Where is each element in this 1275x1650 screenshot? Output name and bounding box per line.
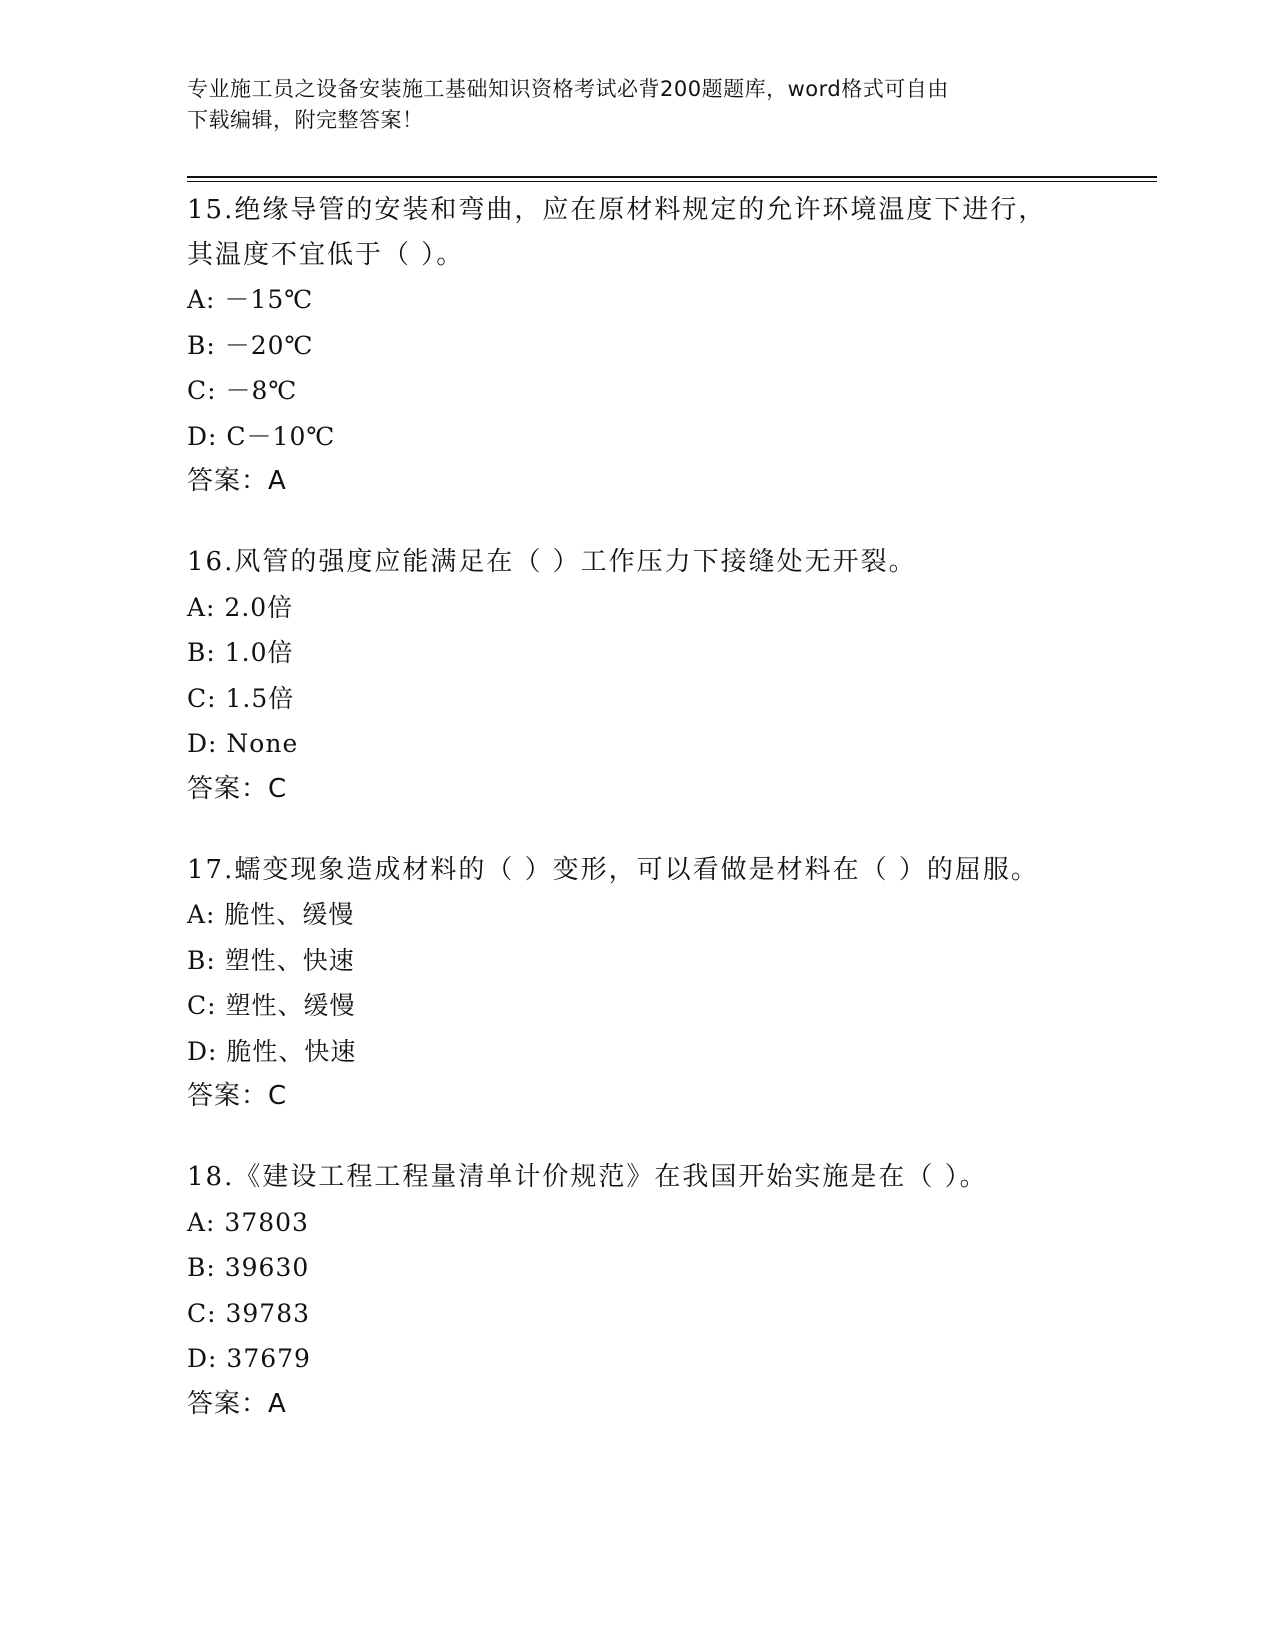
header-divider-thick xyxy=(187,176,1157,178)
option-b: B: 塑性、快速 xyxy=(187,945,355,975)
question-18 xyxy=(187,1155,1147,1426)
question-stem xyxy=(187,1155,1147,1200)
answer: 答案：C xyxy=(187,773,288,804)
question-17 xyxy=(187,848,1147,1119)
question-stem-line: 18.《建设工程工程量清单计价规范》在我国开始实施是在（ ）。 xyxy=(187,1162,988,1192)
option-a: A: 37803 xyxy=(187,1207,309,1237)
option-b: B: －20℃ xyxy=(187,330,314,360)
option-c: C: 39783 xyxy=(187,1298,311,1328)
option-c: C: 塑性、缓慢 xyxy=(187,991,356,1020)
answer: 答案：A xyxy=(187,466,287,496)
header-divider-thin xyxy=(187,181,1157,182)
answer: 答案：C xyxy=(187,1081,288,1111)
option-b: B: 39630 xyxy=(187,1253,310,1282)
question-stem xyxy=(187,188,1147,277)
question-stem-line: 其温度不宜低于（ ）。 xyxy=(187,239,465,270)
option-a: A: －15℃ xyxy=(187,285,314,314)
question-stem-line: 15.绝缘导管的安装和弯曲，应在原材料规定的允许环境温度下进行， xyxy=(187,195,1047,225)
option-d: D: None xyxy=(187,729,299,758)
question-15 xyxy=(187,188,1147,503)
document-header xyxy=(187,74,1087,136)
option-c: C: －8℃ xyxy=(187,376,298,405)
option-c: C: 1.5倍 xyxy=(187,683,295,713)
question-stem xyxy=(187,540,1147,585)
question-stem-line: 17.蠕变现象造成材料的（ ）变形，可以看做是材料在（ ）的屈服。 xyxy=(187,854,1039,885)
option-d: D: C－10℃ xyxy=(187,421,336,451)
question-stem xyxy=(187,848,1147,893)
question-list xyxy=(187,188,1147,1463)
option-a: A: 2.0倍 xyxy=(187,592,294,622)
question-stem-line: 16.风管的强度应能满足在（ ）工作压力下接缝处无开裂。 xyxy=(187,547,917,577)
answer: 答案：A xyxy=(187,1388,287,1419)
option-d: D: 37679 xyxy=(187,1344,311,1373)
option-d: D: 脆性、快速 xyxy=(187,1036,357,1066)
question-16 xyxy=(187,540,1147,811)
header-line-2: 下载编辑，附完整答案！ xyxy=(187,108,424,132)
header-line-1: 专业施工员之设备安装施工基础知识资格考试必背200题题库，word格式可自由 xyxy=(187,77,949,101)
option-a: A: 脆性、缓慢 xyxy=(187,900,355,929)
option-b: B: 1.0倍 xyxy=(187,638,294,667)
